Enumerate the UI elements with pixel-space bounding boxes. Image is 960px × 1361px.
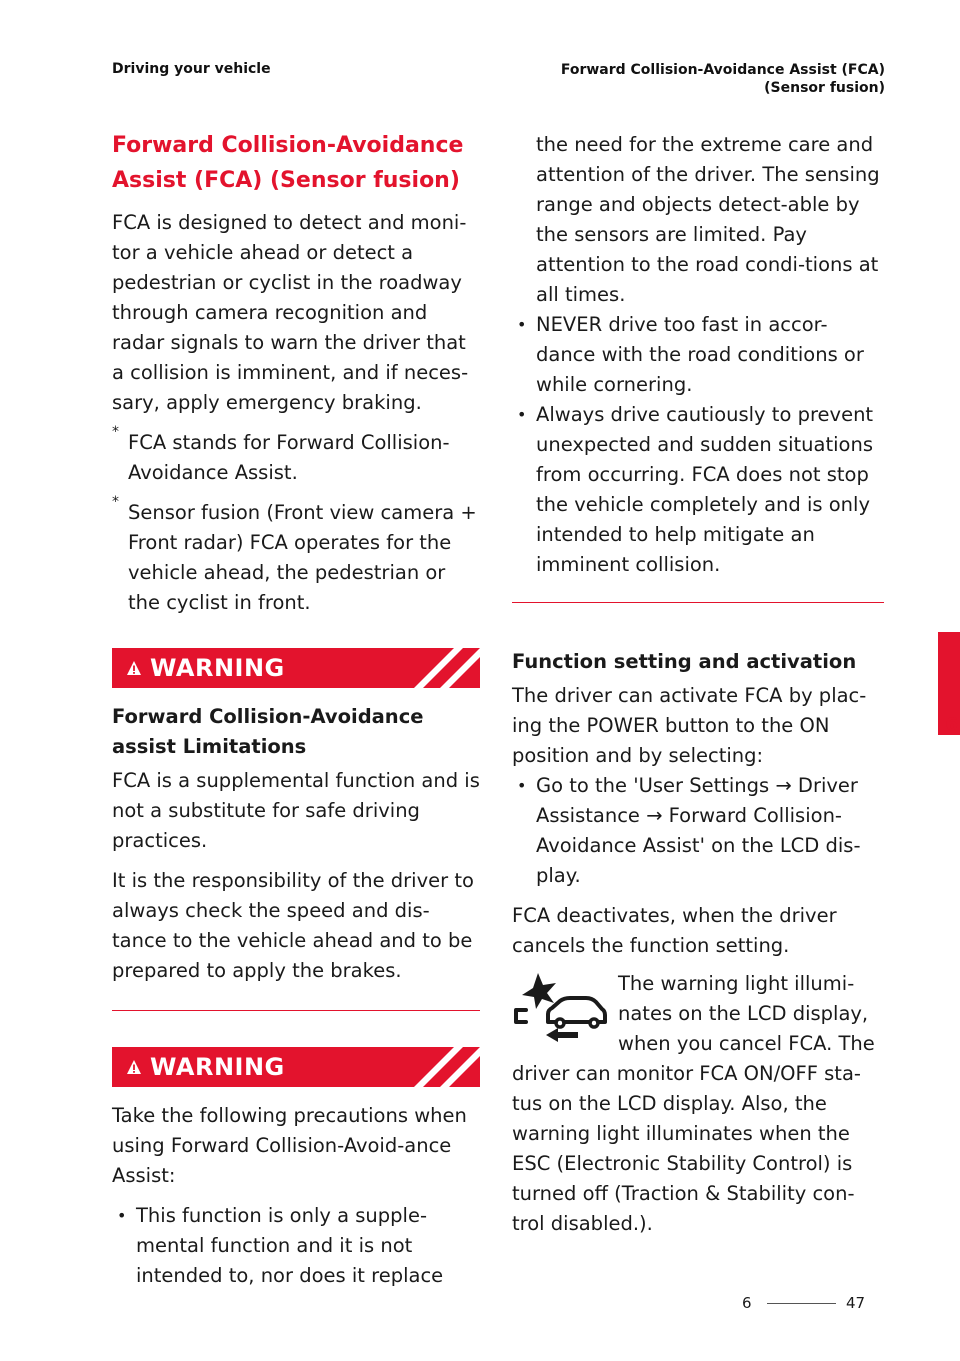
- list-item: • Always drive cautiously to prevent unexpected and sudden situations from occurring. FCA does not stop the vehicle completely and is only intended to help mitigate an imminent collision.: [512, 400, 884, 580]
- warning-label: WARNING: [150, 654, 285, 682]
- footer-page-number: 47: [846, 1294, 866, 1312]
- page-header-title: [561, 61, 885, 97]
- page-header-section: Driving your vehicle: [112, 61, 271, 77]
- warning-banner: [112, 1047, 480, 1087]
- warning-stripes: [414, 648, 480, 688]
- footnote-mark: *: [112, 424, 119, 440]
- section-title-line2: Assist (FCA) (Sensor fusion): [112, 168, 460, 193]
- warning-light-paragraph: [512, 969, 884, 1239]
- section-divider: [112, 1010, 480, 1011]
- list-item: • NEVER drive too fast in accor-dance with the road conditions or while cornering.: [512, 310, 884, 400]
- warning-triangle-icon: [126, 1059, 142, 1075]
- warning-paragraph: It is the responsibility of the driver to always check the speed and dis-tance to the vehicle ahead and to be prepared to apply the brakes.: [112, 869, 474, 982]
- list-item: • This function is only a supple-mental function and it is not intended to, nor does it replace: [112, 1201, 480, 1291]
- activation-list: [512, 771, 884, 891]
- warning-triangle-icon: [126, 660, 142, 676]
- page-header-title-line2: (Sensor fusion): [764, 80, 885, 96]
- warning-paragraph: Take the following precautions when using Forward Collision-Avoid-ance Assist:: [112, 1104, 467, 1187]
- left-column: [112, 128, 480, 1291]
- footnote-fca: [112, 424, 480, 488]
- precaution-list: [112, 1201, 480, 1291]
- section-title: [112, 128, 480, 198]
- warning-stripes: [414, 1047, 480, 1087]
- page-header-title-line1: Forward Collision-Avoidance Assist (FCA): [560, 62, 885, 78]
- list-item: • Go to the 'User Settings → Driver Assistance → Forward Collision-Avoidance Assist' on the LCD dis-play.: [512, 771, 884, 891]
- precaution-list: [512, 310, 884, 580]
- footnote-sensor-fusion: [112, 494, 480, 618]
- section-title-line1: Forward Collision-Avoidance: [112, 133, 464, 158]
- subsection-title: Function setting and activation: [512, 650, 857, 673]
- warning-label: WARNING: [150, 1053, 285, 1081]
- intro-paragraph: FCA is designed to detect and moni-tor a vehicle ahead or detect a pedestrian or cyclist in the roadway through camera recognition and radar signals to warn the driver that a collision is imminent, and if neces-sary, apply emergency braking.: [112, 211, 469, 414]
- footnote-text: Sensor fusion (Front view camera + Front radar) FCA operates for the vehicle ahead, the pedestrian or the cyclist in front.: [128, 501, 477, 614]
- warning-heading: Forward Collision-Avoidance assist Limitations: [112, 705, 424, 758]
- right-column: [512, 130, 884, 1239]
- warning-light-text: The warning light illumi-nates on the LCD display, when you cancel FCA. The driver can monitor FCA ON/OFF sta-tus on the LCD display. Also, the warning light illuminates when the ESC (Electronic Stability Control) is turned off (Traction & Stability con-trol disabled.).: [512, 972, 875, 1235]
- footer-chapter: 6: [742, 1294, 752, 1312]
- footnote-mark: *: [112, 494, 119, 510]
- activation-paragraph: The driver can activate FCA by plac-ing the POWER button to the ON position and by selecting:: [512, 684, 867, 767]
- warning-banner: [112, 648, 480, 688]
- list-item-continuation: the need for the extreme care and attention of the driver. The sensing range and objects detect-able by the sensors are limited. Pay attention to the road condi-tions at all times.: [536, 133, 880, 306]
- deactivation-paragraph: FCA deactivates, when the driver cancels the function setting.: [512, 904, 837, 957]
- footer-divider: [767, 1303, 836, 1304]
- chapter-tab-number: 6: [945, 714, 958, 735]
- footnote-text: FCA stands for Forward Collision-Avoidance Assist.: [128, 431, 450, 484]
- warning-paragraph: FCA is a supplemental function and is not a substitute for safe driving practices.: [112, 769, 480, 852]
- fca-off-warning-icon: [512, 969, 608, 1051]
- section-divider: [512, 602, 884, 603]
